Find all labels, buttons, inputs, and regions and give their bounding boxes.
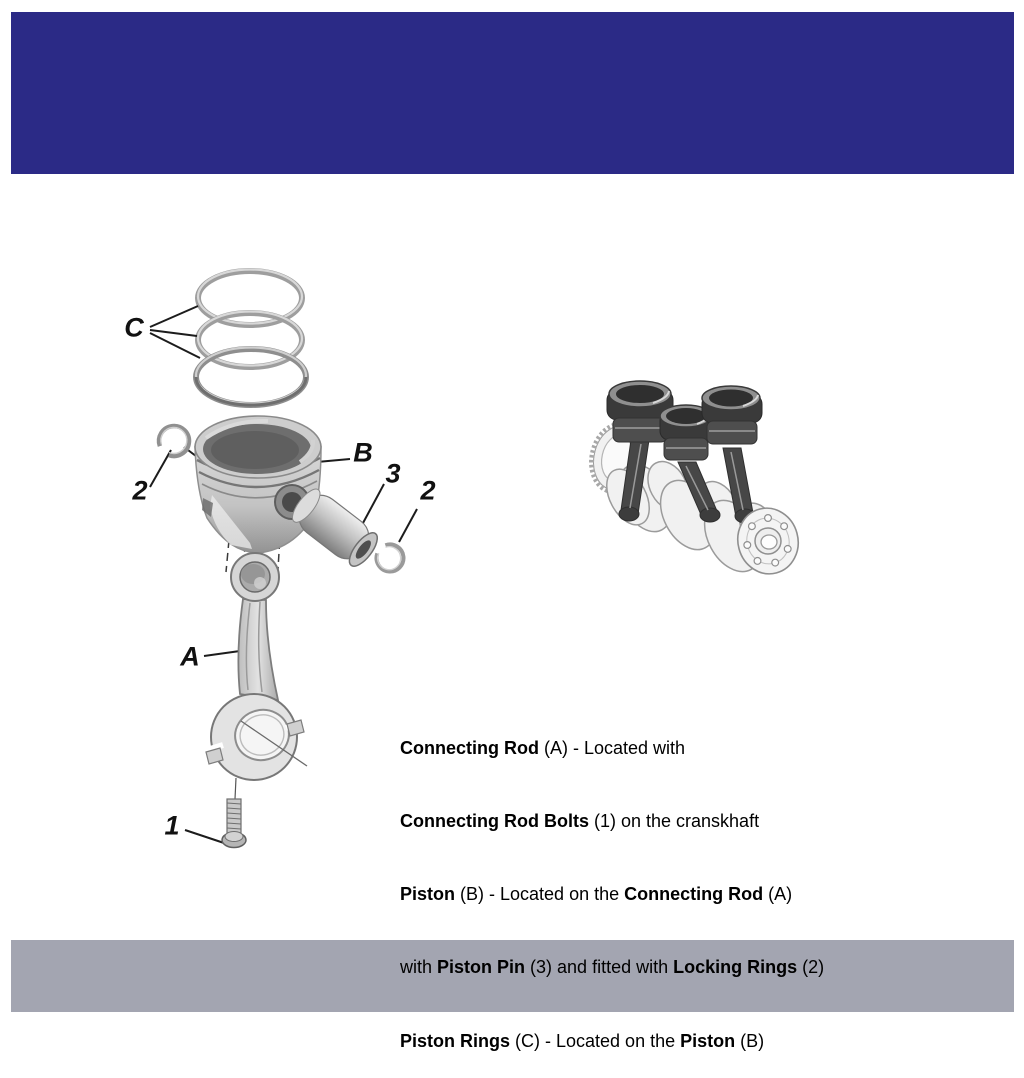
label-connecting-rod: A	[180, 641, 200, 672]
connecting-rod-figure	[206, 553, 307, 780]
label-locking-ring-right: 2	[420, 475, 436, 506]
piston-figure	[195, 416, 321, 553]
description-line: Connecting Rod Bolts (1) on the cranskhaft	[400, 811, 760, 832]
description-line: Piston (B) - Located on the Connecting Rod (A)	[400, 884, 793, 905]
rod-bolt-figure	[222, 778, 246, 848]
parts-description	[400, 687, 824, 1078]
label-piston-rings: C	[124, 312, 144, 343]
locking-ring-right-figure	[376, 544, 403, 571]
label-rod-bolt: 1	[164, 810, 180, 841]
locking-ring-left-figure	[159, 426, 189, 456]
description-line: Piston Rings (C) - Located on the Piston (B)	[400, 1030, 765, 1051]
crankshaft-assembly-figure	[585, 381, 805, 581]
piston-rings-figure	[196, 270, 306, 406]
label-piston: B	[353, 437, 373, 468]
label-locking-ring-left: 2	[132, 475, 148, 506]
label-piston-pin: 3	[385, 458, 401, 489]
description-line: Connecting Rod (A) - Located with	[400, 737, 686, 758]
description-line: with Piston Pin (3) and fitted with Locking Rings (2)	[400, 957, 825, 978]
